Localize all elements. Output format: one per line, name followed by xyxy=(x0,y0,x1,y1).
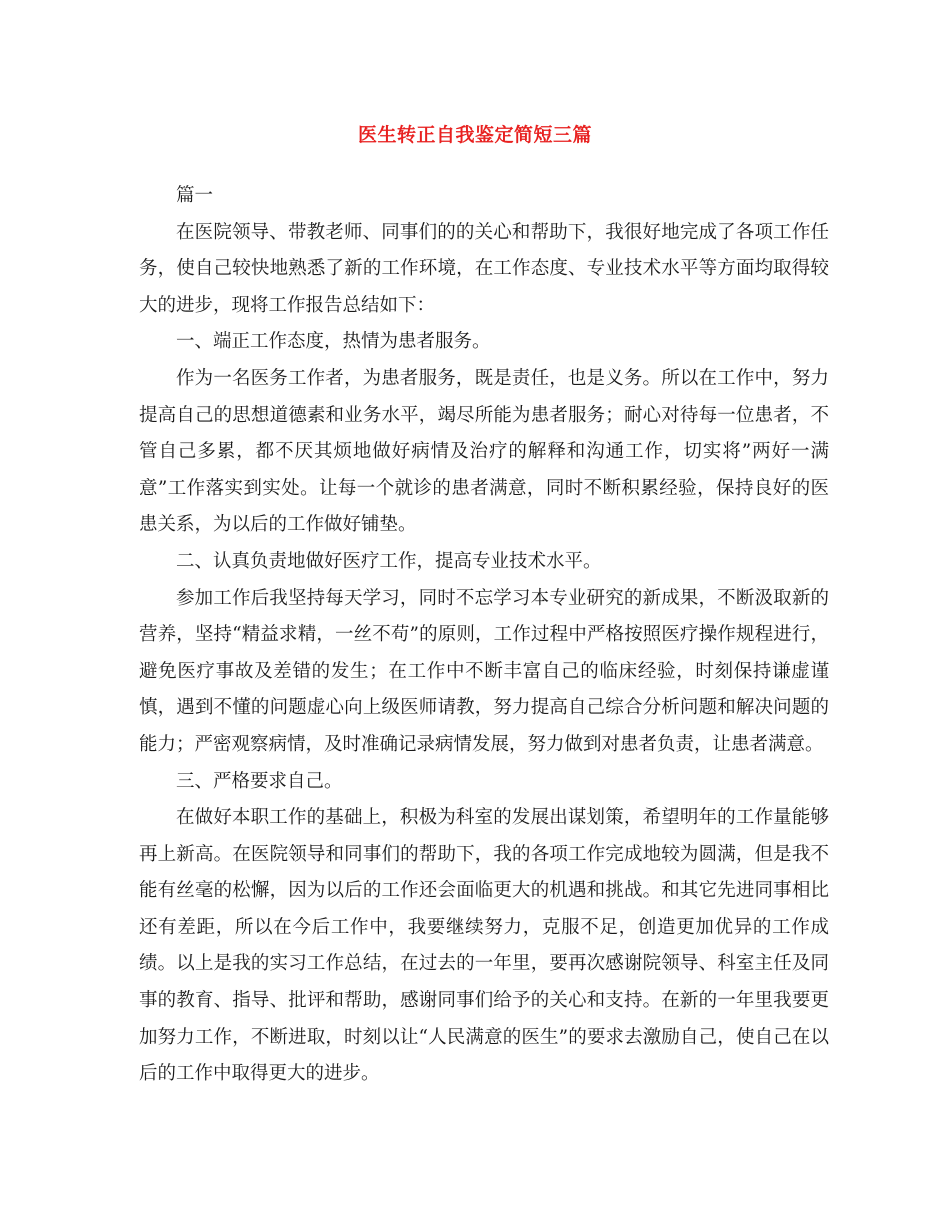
document-body xyxy=(139,178,829,1093)
attitude-paragraph: 作为一名医务工作者，为患者服务，既是责任，也是义务。所以在工作中，努力提高自己的思想道德素和业务水平，竭尽所能为患者服务；耐心对待每一位患者，不管自己多累，都不厌其烦地做好病情及治疗的解释和沟通工作，切实将”两好一满意”工作落实到实处。让每一个就诊的患者满意，同时不断积累经验，保持良好的医患关系，为以后的工作做好铺垫。 xyxy=(139,367,829,536)
section-heading-medical-work: 二、认真负责地做好医疗工作，提高专业技术水平。 xyxy=(176,550,602,572)
section-heading-part-one: 篇一 xyxy=(176,185,214,206)
section-heading-attitude: 一、端正工作态度，热情为患者服务。 xyxy=(176,331,491,353)
section-heading-self-discipline: 三、严格要求自己。 xyxy=(176,770,343,792)
document-title: 医生转正自我鉴定简短三篇 xyxy=(357,124,592,146)
self-discipline-paragraph: 在做好本职工作的基础上，积极为科室的发展出谋划策，希望明年的工作量能够再上新高。在医院领导和同事们的帮助下，我的各项工作完成地较为圆满，但是我不能有丝毫的松懈，因为以后的工作还会面临更大的机遇和挑战。和其它先进同事相比还有差距，所以在今后工作中，我要继续努力，克服不足，创造更加优异的工作成绩。以上是我的实习工作总结，在过去的一年里，要再次感谢院领导、科室主任及同事的教育、指导、批评和帮助，感谢同事们给予的关心和支持。在新的一年里我要更加努力工作，不断进取，时刻以让“人民满意的医生”的要求去激励自己，使自己在以后的工作中取得更大的进步。 xyxy=(139,807,829,1085)
intro-paragraph: 在医院领导、带教老师、同事们的的关心和帮助下，我很好地完成了各项工作任务，使自己较快地熟悉了新的工作环境，在工作态度、专业技术水平等方面均取得较大的进步，现将工作报告总结如下： xyxy=(139,221,829,316)
medical-work-paragraph: 参加工作后我坚持每天学习，同时不忘学习本专业研究的新成果，不断汲取新的营养，坚持“精益求精，一丝不苟”的原则，工作过程中严格按照医疗操作规程进行，避免医疗事故及差错的发生；在工作中不断丰富自己的临床经验，时刻保持谦虚谨慎，遇到不懂的问题虚心向上级医师请教，努力提高自己综合分析问题和解决问题的能力；严密观察病情，及时准确记录病情发展，努力做到对患者负责，让患者满意。 xyxy=(139,587,829,755)
